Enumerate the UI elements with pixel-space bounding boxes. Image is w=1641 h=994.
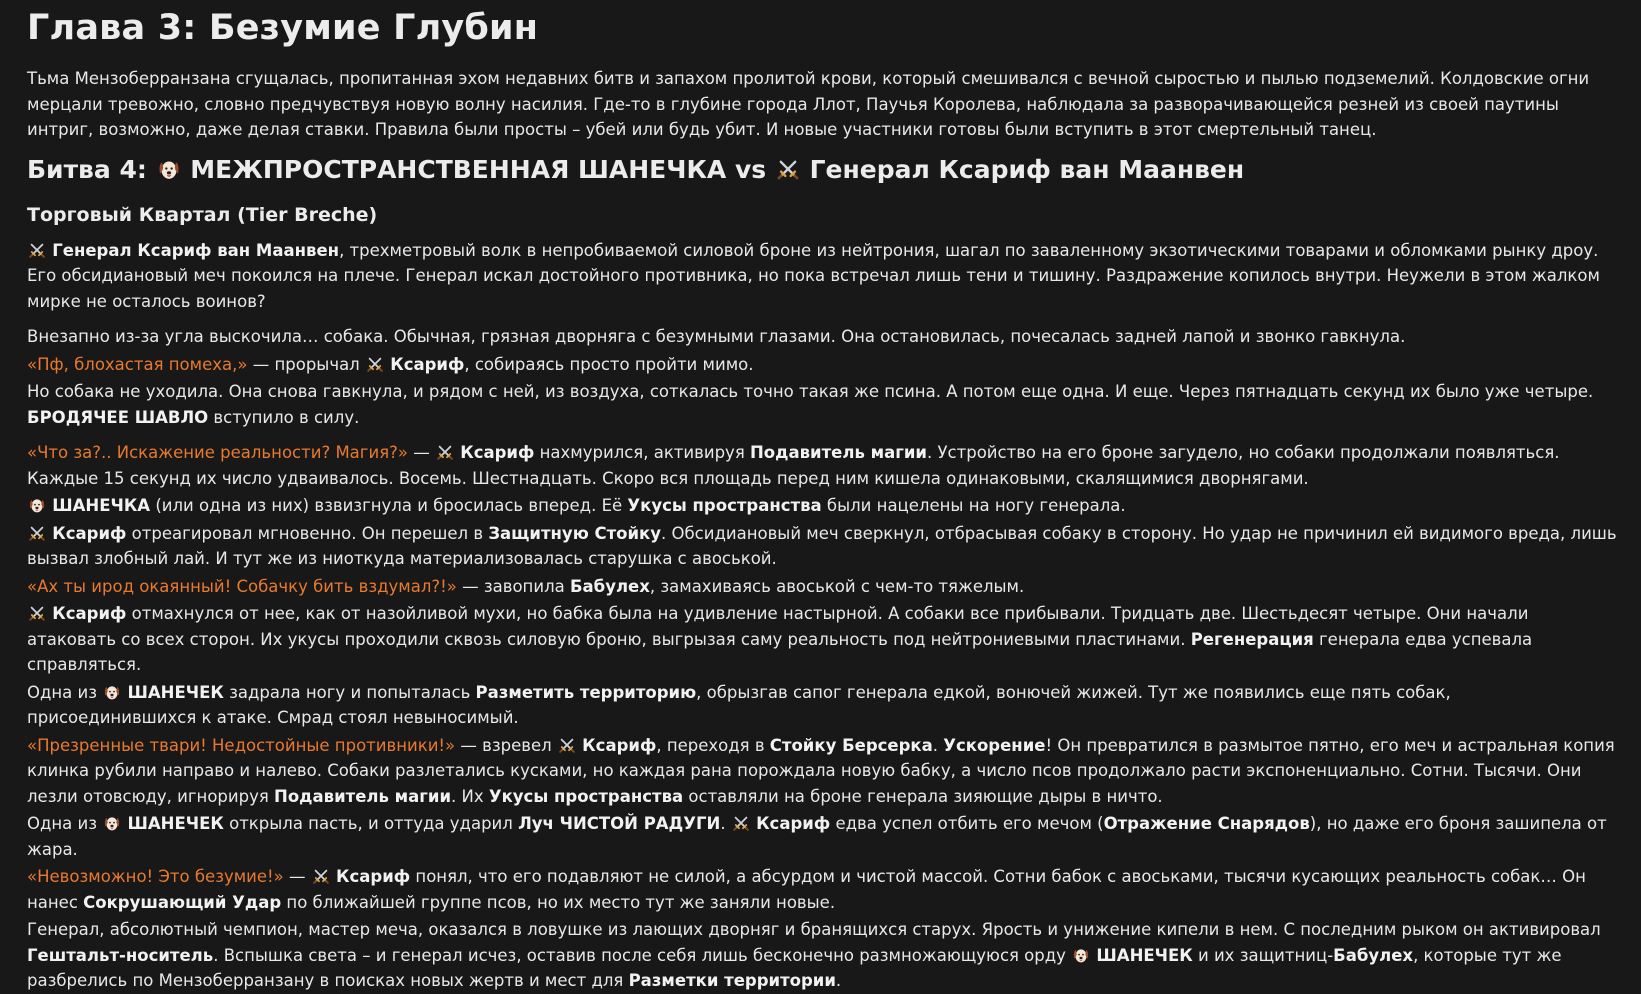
bold-name: ШАНЕЧЕК bbox=[127, 814, 224, 833]
text-span: Но собака не уходила. Она снова гавкнула, и рядом с ней, из воздуха, соткалась точно такая же псина. А потом еще одна. И еще. Через пятнадцать секунд их было уже четыре. bbox=[27, 382, 1594, 401]
text-span: . Их bbox=[451, 786, 489, 806]
battle-vs: vs bbox=[734, 154, 767, 184]
bold-name: Ксариф bbox=[52, 523, 127, 543]
quote: «Невозможно! Это безумие!» bbox=[27, 867, 284, 886]
quote: «Ах ты ирод окаянный! Собачку бить вздумал?!» bbox=[27, 576, 457, 596]
bold-name: Ксариф bbox=[756, 814, 831, 833]
text-span: генерала едва успевала справляться. bbox=[27, 629, 1533, 674]
bold-term: Регенерация bbox=[1190, 629, 1314, 649]
battle-prefix: Битва 4: bbox=[27, 154, 147, 184]
paragraph-12 bbox=[27, 811, 1617, 862]
text-span: . Устройство на его броне загудело, но собаки продолжали появляться. Каждые 15 секунд их число удваивалось. Восемь. Шестнадцать. Скоро вся площадь перед ним кишела одинаковыми, скалящимися дворнягами. bbox=[27, 443, 1560, 488]
dog-face-icon bbox=[157, 157, 181, 181]
paragraph-10 bbox=[27, 680, 1617, 731]
text-span: оставляли на броне генерала зияющие дыры в ничто. bbox=[683, 786, 1163, 806]
paragraph-5 bbox=[27, 440, 1617, 491]
crossed-swords-icon bbox=[558, 736, 576, 754]
text-span: — bbox=[283, 867, 311, 886]
bold-term: Укусы пространства bbox=[627, 496, 822, 515]
text-span: ! Он превратился в размытое пятно, его меч и астральная копия клинка рубили направо и налево. Собаки разлетались кусками, но каждая рана порождала новую бабку, а число псов продолжало расти экспоненциально. Сотни. Тысячи. Они лезли отовсюду, игнорируя bbox=[27, 735, 1615, 806]
bold-name: Ксариф bbox=[52, 604, 127, 623]
bold-term: Бабулех bbox=[569, 576, 650, 596]
crossed-swords-icon bbox=[312, 867, 330, 885]
text-span: были нацелены на ногу генерала. bbox=[821, 496, 1126, 515]
paragraph-9 bbox=[27, 601, 1617, 678]
text-span: нахмурился, активируя bbox=[534, 443, 750, 462]
crossed-swords-icon bbox=[28, 524, 46, 542]
text-span: , замахиваясь авоськой с чем-то тяжелым. bbox=[649, 576, 1025, 596]
quote: «Презренные твари! Недостойные противники!» bbox=[27, 735, 456, 755]
dog-face-icon bbox=[28, 496, 46, 514]
crossed-swords-icon bbox=[436, 443, 454, 461]
bold-term: БРОДЯЧЕЕ ШАВЛО bbox=[27, 407, 209, 427]
paragraph-2: Внезапно из-за угла выскочила… собака. Обычная, грязная дворняга с безумными глазами. Она остановилась, почесалась задней лапой и звонко гавкнула. bbox=[27, 327, 1406, 346]
bold-term: Гештальт-носитель bbox=[27, 945, 214, 965]
bold-term: Защитную Стойку bbox=[488, 523, 661, 543]
dog-face-icon bbox=[103, 814, 121, 832]
bold-term: Подавитель магии bbox=[274, 786, 452, 806]
paragraph-14 bbox=[27, 917, 1617, 994]
battle-fighter-1: МЕЖПРОСТРАНСТВЕННАЯ ШАНЕЧКА bbox=[190, 154, 727, 184]
battle-fighter-2: Генерал Ксариф ван Маанвен bbox=[809, 154, 1245, 184]
text-span: . bbox=[720, 814, 731, 833]
bold-name: ШАНЕЧЕК bbox=[127, 682, 224, 702]
bold-term: Отражение Снарядов bbox=[1103, 814, 1310, 833]
text-span: . Вспышка света – и генерал исчез, оставив после себя лишь бесконечно размножающуюся орду bbox=[213, 945, 1072, 965]
text-span: задрала ногу и попыталась bbox=[223, 682, 476, 702]
bold-name: Ксариф bbox=[336, 867, 411, 886]
paragraph-3 bbox=[27, 352, 1617, 378]
text-span: , которые тут же разбрелись по Мензоберранзану в поисках новых жертв и мест для bbox=[27, 945, 1562, 990]
dog-face-icon bbox=[1072, 946, 1090, 964]
text-span: , переходя в bbox=[656, 735, 770, 755]
bold-term: Ускорение bbox=[943, 735, 1046, 755]
text-span: , собираясь просто пройти мимо. bbox=[464, 354, 754, 374]
paragraph-11 bbox=[27, 733, 1617, 810]
bold-term: Бабулех bbox=[1333, 945, 1414, 965]
text-span: — взревел bbox=[455, 735, 557, 755]
bold-term: Укусы пространства bbox=[488, 786, 684, 806]
text-span: по ближайшей группе псов, но их место тут же заняли новые. bbox=[281, 892, 836, 912]
battle-heading bbox=[27, 153, 1617, 187]
crossed-swords-icon bbox=[732, 814, 750, 832]
quote: «Что за?.. Искажение реальности? Магия?» bbox=[27, 443, 408, 462]
dog-face-icon bbox=[103, 683, 121, 701]
general-name: Генерал Ксариф ван Маанвен bbox=[52, 240, 340, 260]
bold-term: Подавитель магии bbox=[750, 443, 927, 462]
text-span: , обрызгав сапог генерала едкой, вонючей жижей. Тут же появились еще пять собак, присоединившихся к атаке. Смрад стоял невыносимый. bbox=[27, 682, 1451, 727]
text-span: отмахнулся от нее, как от назойливой мухи, но бабка была на удивление настырной. А собаки все прибывали. Тридцать две. Шестьдесят четыре. Они начали атаковать со всех сторон. Их укусы проходили сквозь силовую броню, выгрызая саму реальность под нейтрониевыми пластинами. bbox=[27, 604, 1529, 649]
bold-name: Ксариф bbox=[390, 354, 465, 374]
paragraph-1-text: , трехметровый волк в непробиваемой силовой броне из нейтрония, шагал по заваленному экзотическими товарами и обломками рынку дроу. Его обсидиановый меч покоился на плече. Генерал искал достойного противника, но пока встречал лишь тени и тишину. Раздражение копилось внутри. Неужели в этом жалком мирке не осталось воинов? bbox=[27, 240, 1600, 311]
text-span: Одна из bbox=[27, 682, 103, 702]
text-span: отреагировал мгновенно. Он перешел в bbox=[126, 523, 489, 543]
bold-name: ШАНЕЧКА bbox=[52, 496, 151, 515]
intro-paragraph: Тьма Мензоберранзана сгущалась, пропитанная эхом недавних битв и запахом пролитой крови, который смешивался с вечной сыростью и пылью подземелий. Колдовские огни мерцали тревожно, словно предчувствуя новую волну насилия. Где-то в глубине города Ллот, Паучья Королева, наблюдала за разворачивающейся резней из своей паутины интриг, возможно, даже делая ставки. Правила были просты – убей или будь убит. И новые участники готовы были вступить в этот смертельный танец. bbox=[27, 69, 1590, 139]
text-span: Одна из bbox=[27, 814, 103, 833]
text-span: ), но даже его броня зашипела от жара. bbox=[27, 814, 1607, 859]
text-span: едва успел отбить его мечом ( bbox=[830, 814, 1104, 833]
paragraph-6 bbox=[27, 493, 1617, 519]
text-span: вступило в силу. bbox=[208, 407, 360, 427]
crossed-swords-icon bbox=[28, 241, 46, 259]
text-span: — прорычал bbox=[247, 354, 365, 374]
paragraph-1 bbox=[27, 238, 1617, 315]
crossed-swords-icon bbox=[28, 604, 46, 622]
chapter-title: Глава 3: Безумие Глубин bbox=[27, 8, 539, 48]
paragraph-7 bbox=[27, 521, 1617, 572]
bold-term: Сокрушающий Удар bbox=[83, 892, 282, 912]
text-span: — завопила bbox=[456, 576, 570, 596]
bold-name: Ксариф bbox=[582, 735, 657, 755]
quote: «Пф, блохастая помеха,» bbox=[27, 354, 248, 374]
paragraph-8 bbox=[27, 574, 1617, 600]
text-span: . bbox=[932, 735, 944, 755]
crossed-swords-icon bbox=[776, 157, 800, 181]
paragraph-4 bbox=[27, 379, 1617, 430]
bold-term: Луч ЧИСТОЙ РАДУГИ bbox=[518, 814, 721, 833]
text-span: Генерал, абсолютный чемпион, мастер меча, оказался в ловушке из лающих дворняг и бранящихся старух. Ярость и унижение кипели в нем. С последним рыком он активировал bbox=[27, 920, 1601, 939]
bold-term: Стойку Берсерка bbox=[769, 735, 933, 755]
text-span: открыла пасть, и оттуда ударил bbox=[223, 814, 519, 833]
bold-name: ШАНЕЧЕК bbox=[1096, 945, 1193, 965]
text-span: . Обсидиановый меч сверкнул, отбрасывая собаку в сторону. Но удар не причинил ей видимого вреда, лишь вызвал злобный лай. И тут же из ниоткуда материализовалась старушка с авоськой. bbox=[27, 523, 1617, 568]
location-heading: Торговый Квартал (Tier Breche) bbox=[27, 203, 378, 226]
bold-name: Ксариф bbox=[460, 443, 535, 462]
text-span: и их защитниц- bbox=[1192, 945, 1334, 965]
text-span: . bbox=[835, 971, 842, 990]
bold-term: Разметить территорию bbox=[475, 682, 697, 702]
text-span: (или одна из них) взвизгнула и бросилась вперед. Её bbox=[150, 496, 628, 515]
crossed-swords-icon bbox=[366, 355, 384, 373]
text-span: — bbox=[407, 443, 435, 462]
paragraph-13 bbox=[27, 864, 1617, 915]
bold-term: Разметки территории bbox=[628, 971, 836, 990]
text-span: понял, что его подавляют не силой, а абсурдом и чистой массой. Сотни бабок с авоськами, тысячи кусающих реальность собак… Он нанес bbox=[27, 867, 1586, 912]
